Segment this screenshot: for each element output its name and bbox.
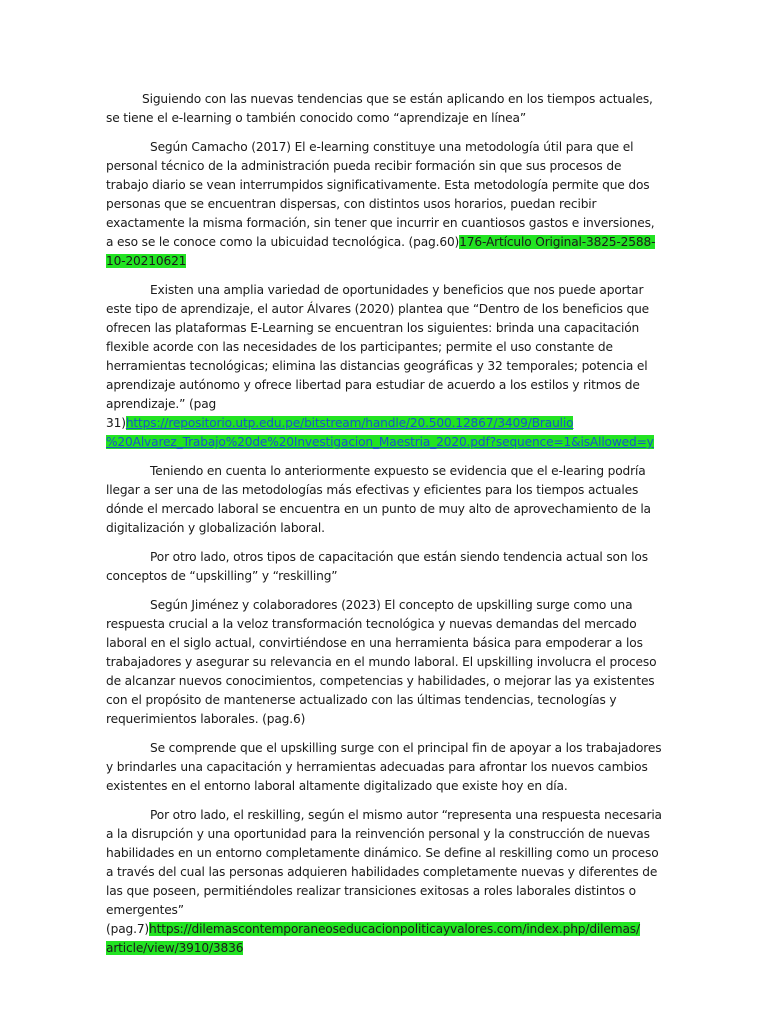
document-page xyxy=(106,90,662,968)
repositorio-link[interactable]: https://repositorio.utp.edu.pe/bitstream/handle/20.500.12867/3409/Braulio xyxy=(125,416,574,430)
paragraph-3 xyxy=(106,281,662,452)
paragraph-1-text: Siguiendo con las nuevas tendencias que se están aplicando en los tiempos actuales, se tiene el e-learning o también conocido como “aprendizaje en línea” xyxy=(106,92,653,125)
highlighted-reference: 176-Artículo Original-3825-2588-10-20210621 xyxy=(106,235,656,268)
paragraph-7-text: Se comprende que el upskilling surge con el principal fin de apoyar a los trabajadores y brindarles una capacitación y herramientas adecuadas para afrontar los nuevos cambios existentes en el entorno laboral altamente digitalizado que existe hoy en día. xyxy=(106,741,662,793)
paragraph-1 xyxy=(106,90,662,128)
dilemas-link[interactable]: https://dilemascontemporaneoseducacionpoliticayvalores.com/index.php/dilemas/ xyxy=(149,922,640,936)
repositorio-link-continued[interactable]: %20Alvarez_Trabajo%20de%20Investigacion_Maestria_2020.pdf?sequence=1&isAllowed=y xyxy=(106,435,654,449)
dilemas-link-continued[interactable]: article/view/3910/3836 xyxy=(106,941,244,955)
paragraph-3-text: Existen una amplia variedad de oportunidades y beneficios que nos puede aportar este tipo de aprendizaje, el autor Álvares (2020) plantea que “Dentro de los beneficios que ofrecen las plataformas E-Learning se encuentran los siguientes: brinda una capacitación flexible acorde con las necesidades de los participantes; permite el uso constante de herramientas tecnológicas; elimina las distancias geográficas y 32 temporales; potencia el aprendizaje autónomo y ofrece libertad para estudiar de acuerdo a los estilos y ritmos de aprendizaje.” (pag 31) xyxy=(106,283,650,430)
paragraph-2 xyxy=(106,138,662,271)
paragraph-7 xyxy=(106,739,662,796)
paragraph-2-text: Según Camacho (2017) El e-learning constituye una metodología útil para que el personal técnico de la administración pueda recibir formación sin que sus procesos de trabajo diario se vean interrumpidos significativamente. Esta metodología permite que dos personas que se encuentran dispersas, con distintos usos horarios, puedan recibir exactamente la misma formación, sin tener que incurrir en cuantiosos gastos e inversiones, a eso se le conoce como la ubicuidad tecnológica. (pag.60) xyxy=(106,140,655,249)
paragraph-8-text: Por otro lado, el reskilling, según el mismo autor “representa una respuesta necesaria a la disrupción y una oportunidad para la reinvención personal y la construcción de nuevas habilidades en un entorno completamente dinámico. Se define al reskilling como un proceso a través del cual las personas adquieren habilidades completamente nuevas y diferentes de las que poseen, permitiéndoles realizar transiciones exitosas a roles laborales distintos o emergentes” (pag.7) xyxy=(106,808,662,936)
paragraph-5 xyxy=(106,548,662,586)
paragraph-4-text: Teniendo en cuenta lo anteriormente expuesto se evidencia que el e-learing podría llegar a ser una de las metodologías más efectivas y eficientes para los tiempos actuales dónde el mercado laboral se encuentra en un punto de muy alto de aprovechamiento de la digitalización y globalización laboral. xyxy=(106,464,651,535)
paragraph-6-text: Según Jiménez y colaboradores (2023) El concepto de upskilling surge como una respuesta crucial a la veloz transformación tecnológica y nuevas demandas del mercado laboral en el siglo actual, convirtiéndose en una herramienta básica para empoderar a los trabajadores y asegurar su relevancia en el mundo laboral. El upskilling involucra el proceso de alcanzar nuevos conocimientos, competencias y habilidades, o mejorar las ya existentes con el propósito de mantenerse actualizado con las últimas tendencias, tecnologías y requerimientos laborales. (pag.6) xyxy=(106,598,657,726)
paragraph-4 xyxy=(106,462,662,538)
paragraph-8 xyxy=(106,806,662,958)
paragraph-5-text: Por otro lado, otros tipos de capacitación que están siendo tendencia actual son los conceptos de “upskilling” y “reskilling” xyxy=(106,550,648,583)
paragraph-6 xyxy=(106,596,662,729)
